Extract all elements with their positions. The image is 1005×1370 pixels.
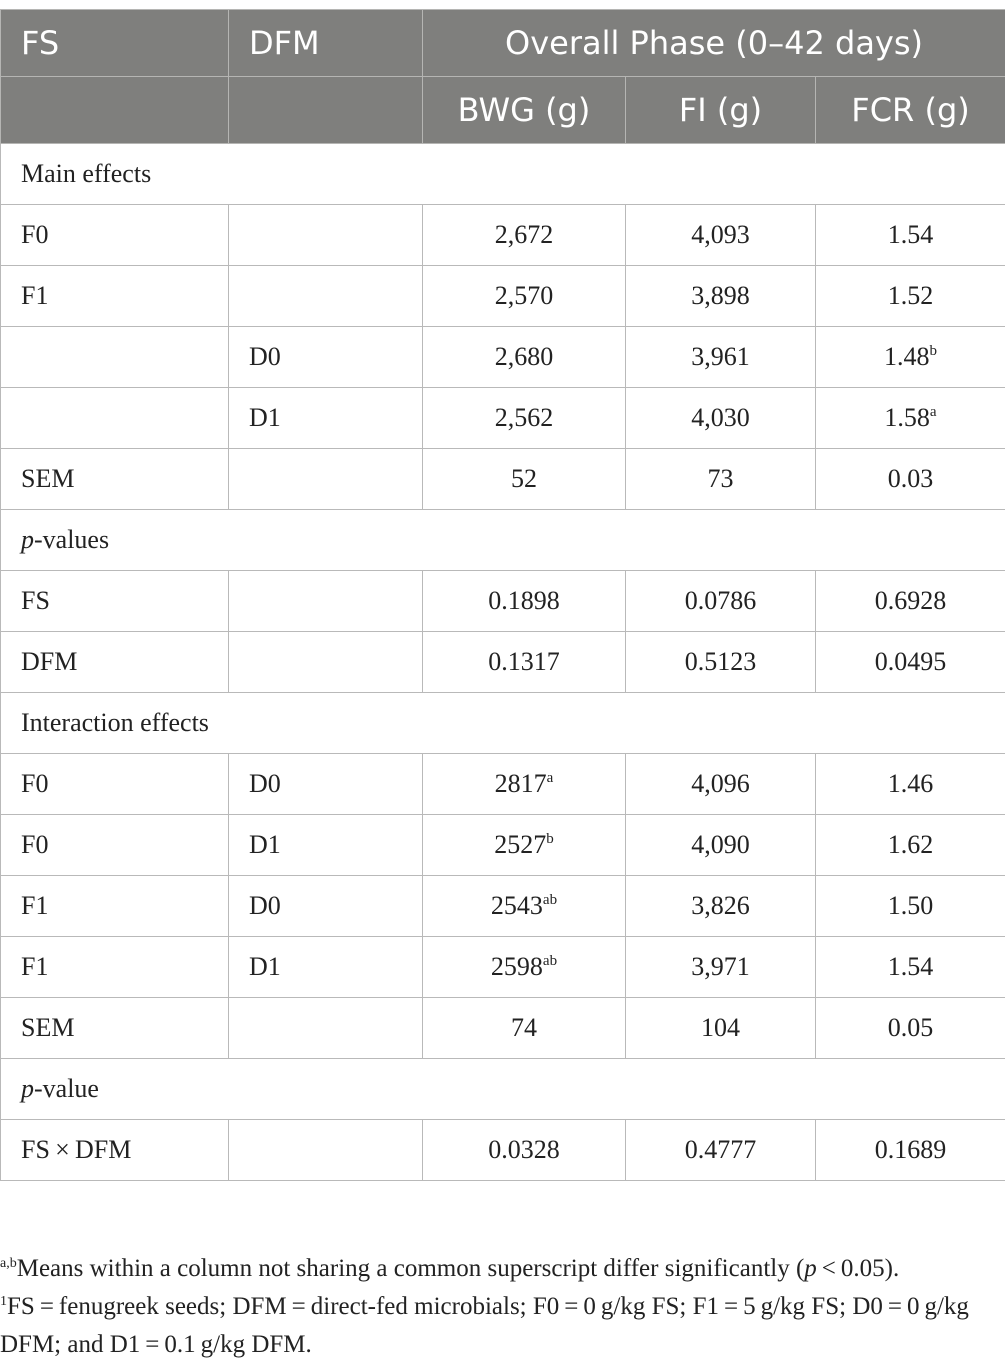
cell-bwg: $2543^{ab}$ xyxy=(423,876,626,937)
cell-dfm: D1 xyxy=(229,388,423,449)
cell-fs: SEM xyxy=(1,998,229,1059)
cell-fs: F0 xyxy=(1,815,229,876)
header-fi: FI (g) xyxy=(626,77,816,144)
cell-dfm xyxy=(229,205,423,266)
cell-fs xyxy=(1,327,229,388)
cell-fcr: 0.05 xyxy=(816,998,1005,1059)
cell-fcr: 1.58$^a$ xyxy=(816,388,1005,449)
header-dfm: DFM xyxy=(229,10,423,77)
cell-bwg: 0.1898 xyxy=(423,571,626,632)
header-bwg: BWG (g) xyxy=(423,77,626,144)
cell-fcr: 0.03 xyxy=(816,449,1005,510)
section-interaction-effects: Interaction effects xyxy=(1,693,1005,754)
table-row xyxy=(1,754,1005,815)
cell-fi: 0.5123 xyxy=(626,632,816,693)
table-row xyxy=(1,449,1005,510)
cell-dfm: D1 xyxy=(229,937,423,998)
cell-bwg: 2,672 xyxy=(423,205,626,266)
cell-fcr: 1.54 xyxy=(816,205,1005,266)
cell-dfm xyxy=(229,449,423,510)
cell-fs: F1 xyxy=(1,266,229,327)
section-p-value: p-value xyxy=(1,1059,1005,1120)
table-row xyxy=(1,388,1005,449)
cell-fs xyxy=(1,388,229,449)
header-fcr: FCR (g) xyxy=(816,77,1005,144)
table-row xyxy=(1,937,1005,998)
cell-bwg: 0.1317 xyxy=(423,632,626,693)
cell-fi: 4,030 xyxy=(626,388,816,449)
footnote-significance: $^{a,b}$Means within a column not sharing a common superscript differ significantly (p < 0.05). xyxy=(0,1255,900,1282)
table-footnotes xyxy=(0,1250,1005,1364)
table-row xyxy=(1,327,1005,388)
cell-bwg: 52 xyxy=(423,449,626,510)
cell-fcr: 1.54 xyxy=(816,937,1005,998)
cell-dfm: D0 xyxy=(229,754,423,815)
cell-bwg: 2,562 xyxy=(423,388,626,449)
cell-fcr: 0.0495 xyxy=(816,632,1005,693)
cell-bwg: $2598^{ab}$ xyxy=(423,937,626,998)
header-row-2 xyxy=(1,77,1005,144)
table-row xyxy=(1,815,1005,876)
cell-dfm: D0 xyxy=(229,876,423,937)
cell-fi: 3,971 xyxy=(626,937,816,998)
table-row xyxy=(1,998,1005,1059)
section-row-p-value xyxy=(1,1059,1005,1120)
cell-fs: SEM xyxy=(1,449,229,510)
cell-fs: F0 xyxy=(1,205,229,266)
cell-bwg: 2,680 xyxy=(423,327,626,388)
cell-fi: 104 xyxy=(626,998,816,1059)
cell-fi: 3,898 xyxy=(626,266,816,327)
cell-fs: F0 xyxy=(1,754,229,815)
cell-fi: 4,090 xyxy=(626,815,816,876)
cell-bwg: 2527$^b$ xyxy=(423,815,626,876)
cell-fi: 73 xyxy=(626,449,816,510)
cell-dfm xyxy=(229,571,423,632)
cell-bwg: 2,570 xyxy=(423,266,626,327)
header-fs: FS xyxy=(1,10,229,77)
cell-fs: F1 xyxy=(1,876,229,937)
cell-bwg: 2817$^a$ xyxy=(423,754,626,815)
table-row xyxy=(1,571,1005,632)
cell-fcr: 0.6928 xyxy=(816,571,1005,632)
cell-fi: 0.0786 xyxy=(626,571,816,632)
cell-dfm: D1 xyxy=(229,815,423,876)
cell-bwg: 74 xyxy=(423,998,626,1059)
section-main-effects: Main effects xyxy=(1,144,1005,205)
table-row xyxy=(1,632,1005,693)
cell-fs: FS xyxy=(1,571,229,632)
section-row-main-effects xyxy=(1,144,1005,205)
cell-fs: FS × DFM xyxy=(1,1120,229,1181)
cell-fcr: 1.46 xyxy=(816,754,1005,815)
header-blank-dfm xyxy=(229,77,423,144)
cell-fi: 3,961 xyxy=(626,327,816,388)
header-overall-phase: Overall Phase (0–42 days) xyxy=(423,10,1005,77)
section-p-values: p-values xyxy=(1,510,1005,571)
cell-fcr: 1.48$^b$ xyxy=(816,327,1005,388)
cell-fcr: 1.50 xyxy=(816,876,1005,937)
table-row xyxy=(1,876,1005,937)
cell-bwg: 0.0328 xyxy=(423,1120,626,1181)
cell-fcr: 1.52 xyxy=(816,266,1005,327)
header-row-1 xyxy=(1,10,1005,77)
cell-dfm xyxy=(229,1120,423,1181)
cell-fi: 3,826 xyxy=(626,876,816,937)
cell-dfm xyxy=(229,998,423,1059)
section-row-interaction-effects xyxy=(1,693,1005,754)
table-row xyxy=(1,205,1005,266)
cell-fi: 4,096 xyxy=(626,754,816,815)
section-row-p-values xyxy=(1,510,1005,571)
table-row xyxy=(1,1120,1005,1181)
cell-dfm xyxy=(229,266,423,327)
cell-fi: 0.4777 xyxy=(626,1120,816,1181)
cell-fs: DFM xyxy=(1,632,229,693)
cell-fi: 4,093 xyxy=(626,205,816,266)
cell-fs: F1 xyxy=(1,937,229,998)
header-blank-fs xyxy=(1,77,229,144)
results-table xyxy=(0,9,1005,1181)
cell-dfm xyxy=(229,632,423,693)
table-row xyxy=(1,266,1005,327)
cell-fcr: 1.62 xyxy=(816,815,1005,876)
footnote-abbreviations: $^1$FS = fenugreek seeds; DFM = direct-fed microbials; F0 = 0 g/kg FS; F1 = 5 g/kg FS; D0 = 0 g/kg DFM; and D1 = 0.1 g/kg DFM. xyxy=(0,1293,969,1358)
cell-dfm: D0 xyxy=(229,327,423,388)
cell-fcr: 0.1689 xyxy=(816,1120,1005,1181)
